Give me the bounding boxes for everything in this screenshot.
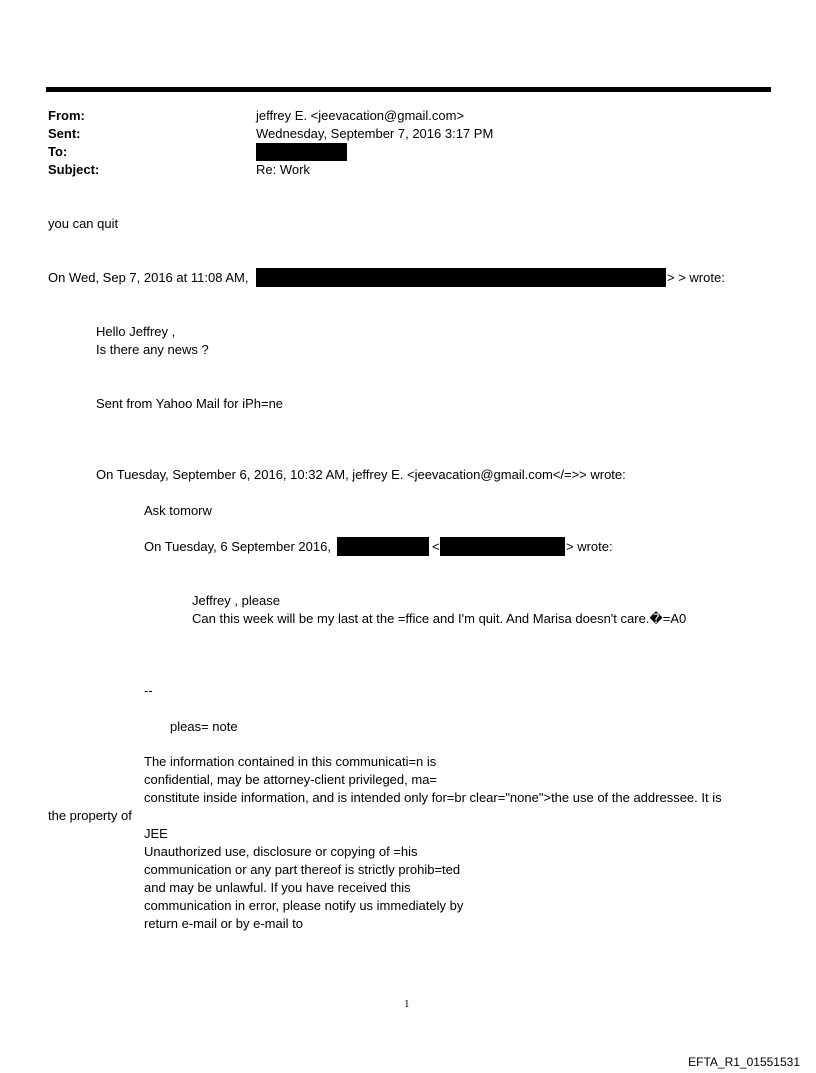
quote3-lt: < [432,539,440,554]
disclaimer-line-9: communication in error, please notify us immediately by [144,898,464,913]
ask-line: Ask tomorw [144,503,212,518]
disclaimer-line-1: The information contained in this communicati=n is [144,754,437,769]
bates-number: EFTA_R1_01551531 [688,1055,800,1069]
quote3-name-redaction [337,537,429,556]
quote2-header: On Tuesday, September 6, 2016, 10:32 AM, jeffrey E. <jeevacation@gmail.com</=>> wrote: [96,467,626,482]
subject-value: Re: Work [256,162,310,177]
disclaimer-line-2: confidential, may be attorney-client privileged, ma= [144,772,438,787]
quote3-email-redaction [440,537,565,556]
disclaimer-line-7: communication or any part thereof is strictly prohib=ted [144,862,461,877]
quote1-prefix: On Wed, Sep 7, 2016 at 11:08 AM, [48,270,249,285]
quote3-suffix: > wrote: [566,539,613,554]
disclaimer-line-3: constitute inside information, and is intended only for=br clear="none">the use of the addressee. It is [144,790,722,805]
please-note: pleas= note [170,719,238,734]
disclaimer-line-6: Unauthorized use, disclosure or copying of =his [144,844,418,859]
sent-value: Wednesday, September 7, 2016 3:17 PM [256,126,494,141]
news-line: Is there any news ? [96,342,209,357]
from-label: From: [48,108,85,123]
jeffrey-please-line: Jeffrey , please [192,593,280,608]
from-value: jeffrey E. <jeevacation@gmail.com> [256,108,465,123]
hello-line: Hello Jeffrey , [96,324,176,339]
disclaimer-line-8: and may be unlawful. If you have received this [144,880,411,895]
subject-label: Subject: [48,162,100,177]
header-rule [46,87,771,92]
quote1-redaction [256,268,666,287]
page-number: 1 [404,998,410,1010]
to-redaction [256,143,347,161]
sent-label: Sent: [48,126,81,141]
last-week-line: Can this week will be my last at the =ffice and I'm quit. And Marisa doesn't care.�=A0 [192,611,687,626]
reply-text: you can quit [48,216,119,231]
disclaimer-line-10: return e-mail or by e-mail to [144,916,303,931]
quote1-suffix: > > wrote: [667,270,725,285]
disclaimer-line-5: JEE [144,826,168,841]
quote3-prefix: On Tuesday, 6 September 2016, [144,539,331,554]
signature-dashes: -- [144,683,153,698]
yahoo-signature: Sent from Yahoo Mail for iPh=ne [96,396,284,411]
disclaimer-line-4: the property of [48,808,132,823]
to-label: To: [48,144,68,159]
